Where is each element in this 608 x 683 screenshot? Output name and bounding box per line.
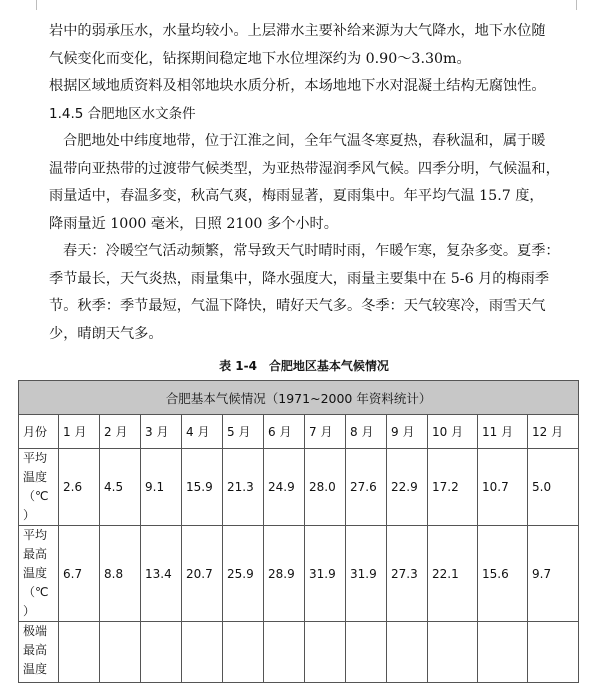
- value-cell: [346, 622, 387, 683]
- value-cell: 22.9: [387, 449, 428, 526]
- value-cell: 24.9: [264, 449, 305, 526]
- row-label-line: 极端: [23, 624, 48, 638]
- table-caption: 表 1-4 合肥地区基本气候情况: [219, 359, 389, 373]
- value-cell: 25.9: [223, 526, 264, 622]
- paragraph-line: 降雨量近 1000 毫米，日照 2100 多个小时。: [49, 215, 338, 232]
- table-row: [19, 449, 579, 526]
- paragraph-line: 少，晴朗天气多。: [49, 325, 163, 342]
- value-cell: [428, 622, 478, 683]
- paragraph-line: 根据区域地质资料及相邻地块水质分析，本场地地下水对混凝土结构无腐蚀性。: [49, 78, 546, 94]
- value-cell: 10.7: [478, 449, 528, 526]
- paragraph-line: 季节最长，天气炎热，雨量集中，降水强度大，雨量主要集中在 5-6 月的梅雨季: [49, 270, 550, 287]
- paragraph-line: 节。秋季：季节最短，气温下降快，晴好天气多。冬季：天气较寒冷，雨雪天气: [49, 298, 546, 314]
- value-cell: [528, 622, 579, 683]
- paragraph-line: 温带向亚热带的过渡带气候类型，为亚热带湿润季风气候。四季分明，气候温和，: [49, 160, 560, 177]
- value-cell: [141, 622, 182, 683]
- row-label-line: 最高: [23, 643, 48, 657]
- value-cell: 13.4: [141, 526, 182, 622]
- value-cell: 27.6: [346, 449, 387, 526]
- value-cell: 4.5: [100, 449, 141, 526]
- paragraph-line: 岩中的弱承压水，水量均较小。上层滞水主要补给来源为大气降水，地下水位随: [49, 23, 546, 39]
- month-cell: 6 月: [264, 415, 305, 449]
- value-cell: 21.3: [223, 449, 264, 526]
- row-label-line: 平均: [23, 528, 48, 542]
- paragraph-line: 雨量适中，春温多变，秋高气爽，梅雨显著，夏雨集中。年平均气温 15.7 度，: [49, 188, 544, 204]
- value-cell: [478, 622, 528, 683]
- row-label-line: 平均: [23, 451, 48, 465]
- value-cell: 22.1: [428, 526, 478, 622]
- month-cell: 2 月: [100, 415, 141, 449]
- row-label-line: 最高: [23, 547, 48, 561]
- paragraph-line: 合肥地处中纬度地带，位于江淮之间，全年气温冬寒夏热，春秋温和，属于暖: [63, 133, 546, 149]
- value-cell: 2.6: [59, 449, 100, 526]
- row-label-line: （℃: [23, 489, 49, 503]
- month-cell: 1 月: [59, 415, 100, 449]
- paragraph-line: 春天：冷暖空气活动频繁，常导致天气时晴时雨，乍暖乍寒，复杂多变。夏季：: [63, 243, 560, 259]
- value-cell: 31.9: [346, 526, 387, 622]
- table-title: 合肥基本气候情况（1971~2000 年资料统计）: [19, 381, 579, 415]
- month-header-label: 月份: [19, 415, 59, 449]
- section-heading: 1.4.5 合肥地区水文条件: [49, 105, 196, 122]
- value-cell: 28.0: [305, 449, 346, 526]
- value-cell: [305, 622, 346, 683]
- left-margin-mark: [36, 0, 37, 10]
- month-cell: 5 月: [223, 415, 264, 449]
- row-label-line: ）: [23, 508, 36, 522]
- row-label-extreme-max-temp: [19, 622, 59, 683]
- value-cell: [387, 622, 428, 683]
- paragraph-line: 气候变化而变化，钻探期间稳定地下水位埋深约为 0.90～3.30m。: [49, 50, 471, 67]
- row-label-line: ）: [23, 604, 36, 618]
- value-cell: 15.6: [478, 526, 528, 622]
- value-cell: 9.1: [141, 449, 182, 526]
- value-cell: [100, 622, 141, 683]
- month-cell: 8 月: [346, 415, 387, 449]
- row-label-line: 温度: [23, 470, 48, 484]
- row-label-line: （℃: [23, 585, 49, 599]
- row-label-avg-max-temp: [19, 526, 59, 622]
- climate-table: [18, 380, 579, 683]
- value-cell: [264, 622, 305, 683]
- body-text: [49, 18, 560, 348]
- table-row: [19, 526, 579, 622]
- value-cell: [182, 622, 223, 683]
- month-cell: 3 月: [141, 415, 182, 449]
- month-cell: 7 月: [305, 415, 346, 449]
- months-row: [19, 415, 579, 449]
- month-cell: 4 月: [182, 415, 223, 449]
- value-cell: 15.9: [182, 449, 223, 526]
- month-cell: 12 月: [528, 415, 579, 449]
- month-cell: 10 月: [428, 415, 478, 449]
- value-cell: 17.2: [428, 449, 478, 526]
- value-cell: 8.8: [100, 526, 141, 622]
- row-label-line: 温度: [23, 566, 48, 580]
- month-cell: 9 月: [387, 415, 428, 449]
- value-cell: 5.0: [528, 449, 579, 526]
- right-margin-mark: [576, 0, 577, 10]
- row-label-line: 温度: [23, 662, 48, 676]
- value-cell: 6.7: [59, 526, 100, 622]
- value-cell: 20.7: [182, 526, 223, 622]
- row-label-avg-temp: [19, 449, 59, 526]
- value-cell: 31.9: [305, 526, 346, 622]
- table-row: [19, 622, 579, 683]
- value-cell: 27.3: [387, 526, 428, 622]
- value-cell: [59, 622, 100, 683]
- value-cell: 28.9: [264, 526, 305, 622]
- value-cell: [223, 622, 264, 683]
- value-cell: 9.7: [528, 526, 579, 622]
- month-cell: 11 月: [478, 415, 528, 449]
